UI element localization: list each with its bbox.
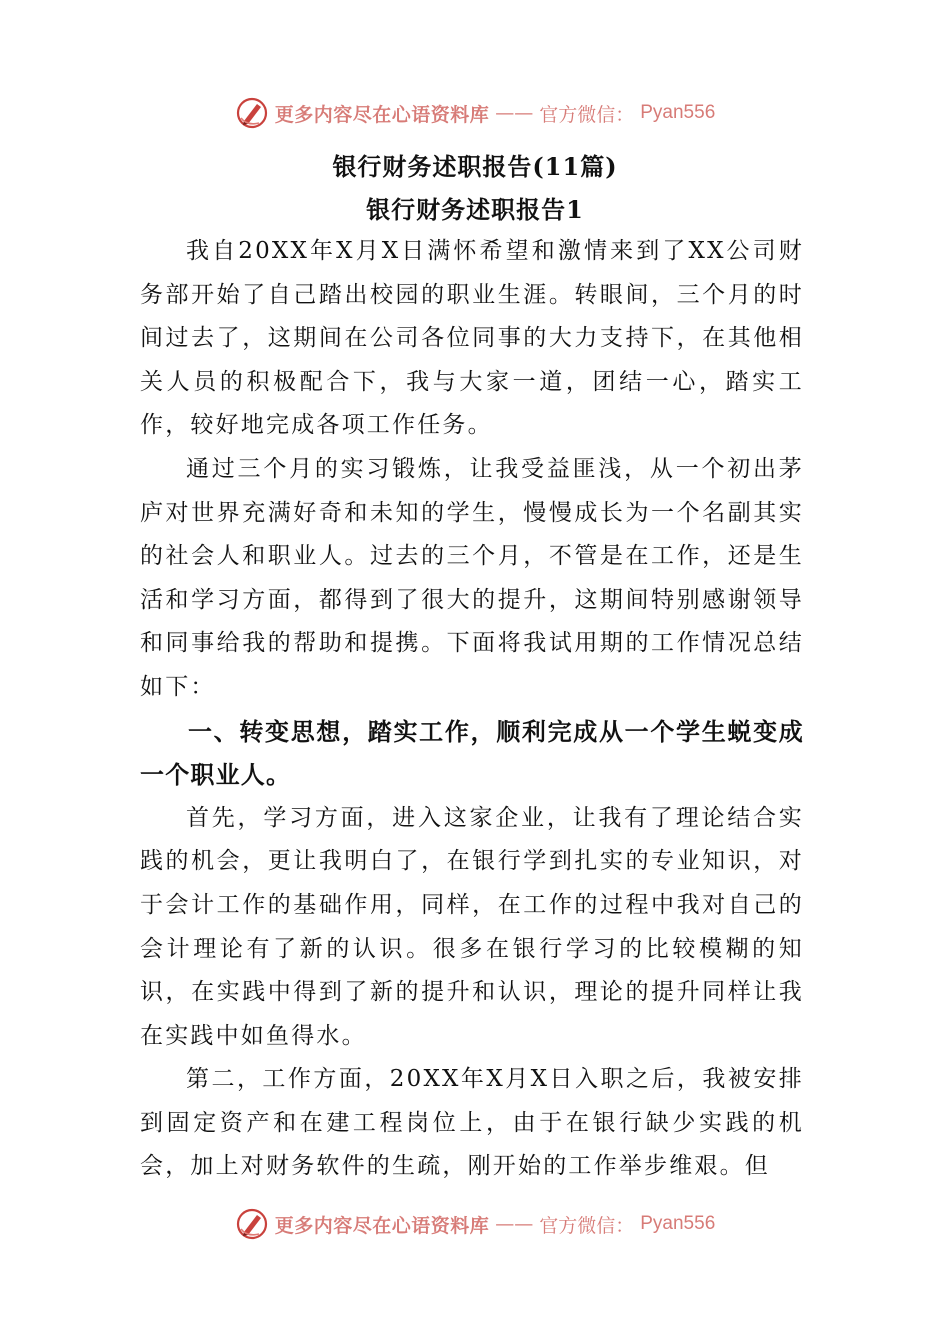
watermark-official-label: 官方微信： bbox=[539, 1214, 635, 1237]
section-heading: 一、转变思想，踏实工作，顺利完成从一个学生蜕变成一个职业人。 bbox=[140, 716, 804, 790]
pen-logo-icon bbox=[235, 96, 269, 130]
document-title: 银行财务述职报告(11篇) bbox=[332, 152, 618, 181]
watermark-wechat-id: Pyan556 bbox=[640, 102, 716, 123]
watermark-site-text: 更多内容尽在心语资料库 bbox=[274, 103, 490, 126]
watermark-official-label: 官方微信： bbox=[539, 103, 635, 126]
pen-logo-icon bbox=[235, 1207, 269, 1241]
document-subtitle: 银行财务述职报告1 bbox=[366, 195, 584, 224]
header-watermark bbox=[0, 93, 950, 133]
paragraph: 我自20XX年X月X日满怀希望和激情来到了XX公司财务部开始了自己踏出校园的职业生涯。转眼间，三个月的时间过去了，这期间在公司各位同事的大力支持下，在其他相关人员的积极配合下，我与大家一道，团结一心，踏实工作，较好地完成各项工作任务。 bbox=[140, 238, 804, 439]
watermark-dash: —— bbox=[495, 1213, 534, 1235]
paragraph: 通过三个月的实习锻炼，让我受益匪浅，从一个初出茅庐对世界充满好奇和未知的学生，慢慢成长为一个名副其实的社会人和职业人。过去的三个月，不管是在工作，还是生活和学习方面，都得到了很大的提升，这期间特别感谢领导和同事给我的帮助和提携。下面将我试用期的工作情况总结如下： bbox=[140, 455, 804, 700]
watermark-wechat-id: Pyan556 bbox=[640, 1213, 716, 1234]
paragraph: 第二，工作方面，20XX年X月X日入职之后，我被安排到固定资产和在建工程岗位上，由于在银行缺少实践的机会，加上对财务软件的生疏，刚开始的工作举步维艰。但 bbox=[140, 1066, 804, 1180]
watermark-dash: —— bbox=[495, 102, 534, 124]
paragraph: 首先，学习方面，进入这家企业，让我有了理论结合实践的机会，更让我明白了，在银行学到扎实的专业知识，对于会计工作的基础作用，同样，在工作的过程中我对自己的会计理论有了新的认识。很多在银行学习的比较模糊的知识，在实践中得到了新的提升和认识，理论的提升同样让我在实践中如鱼得水。 bbox=[140, 804, 804, 1049]
footer-watermark bbox=[0, 1204, 950, 1244]
document-body bbox=[140, 230, 804, 1189]
watermark-site-text: 更多内容尽在心语资料库 bbox=[274, 1214, 490, 1237]
